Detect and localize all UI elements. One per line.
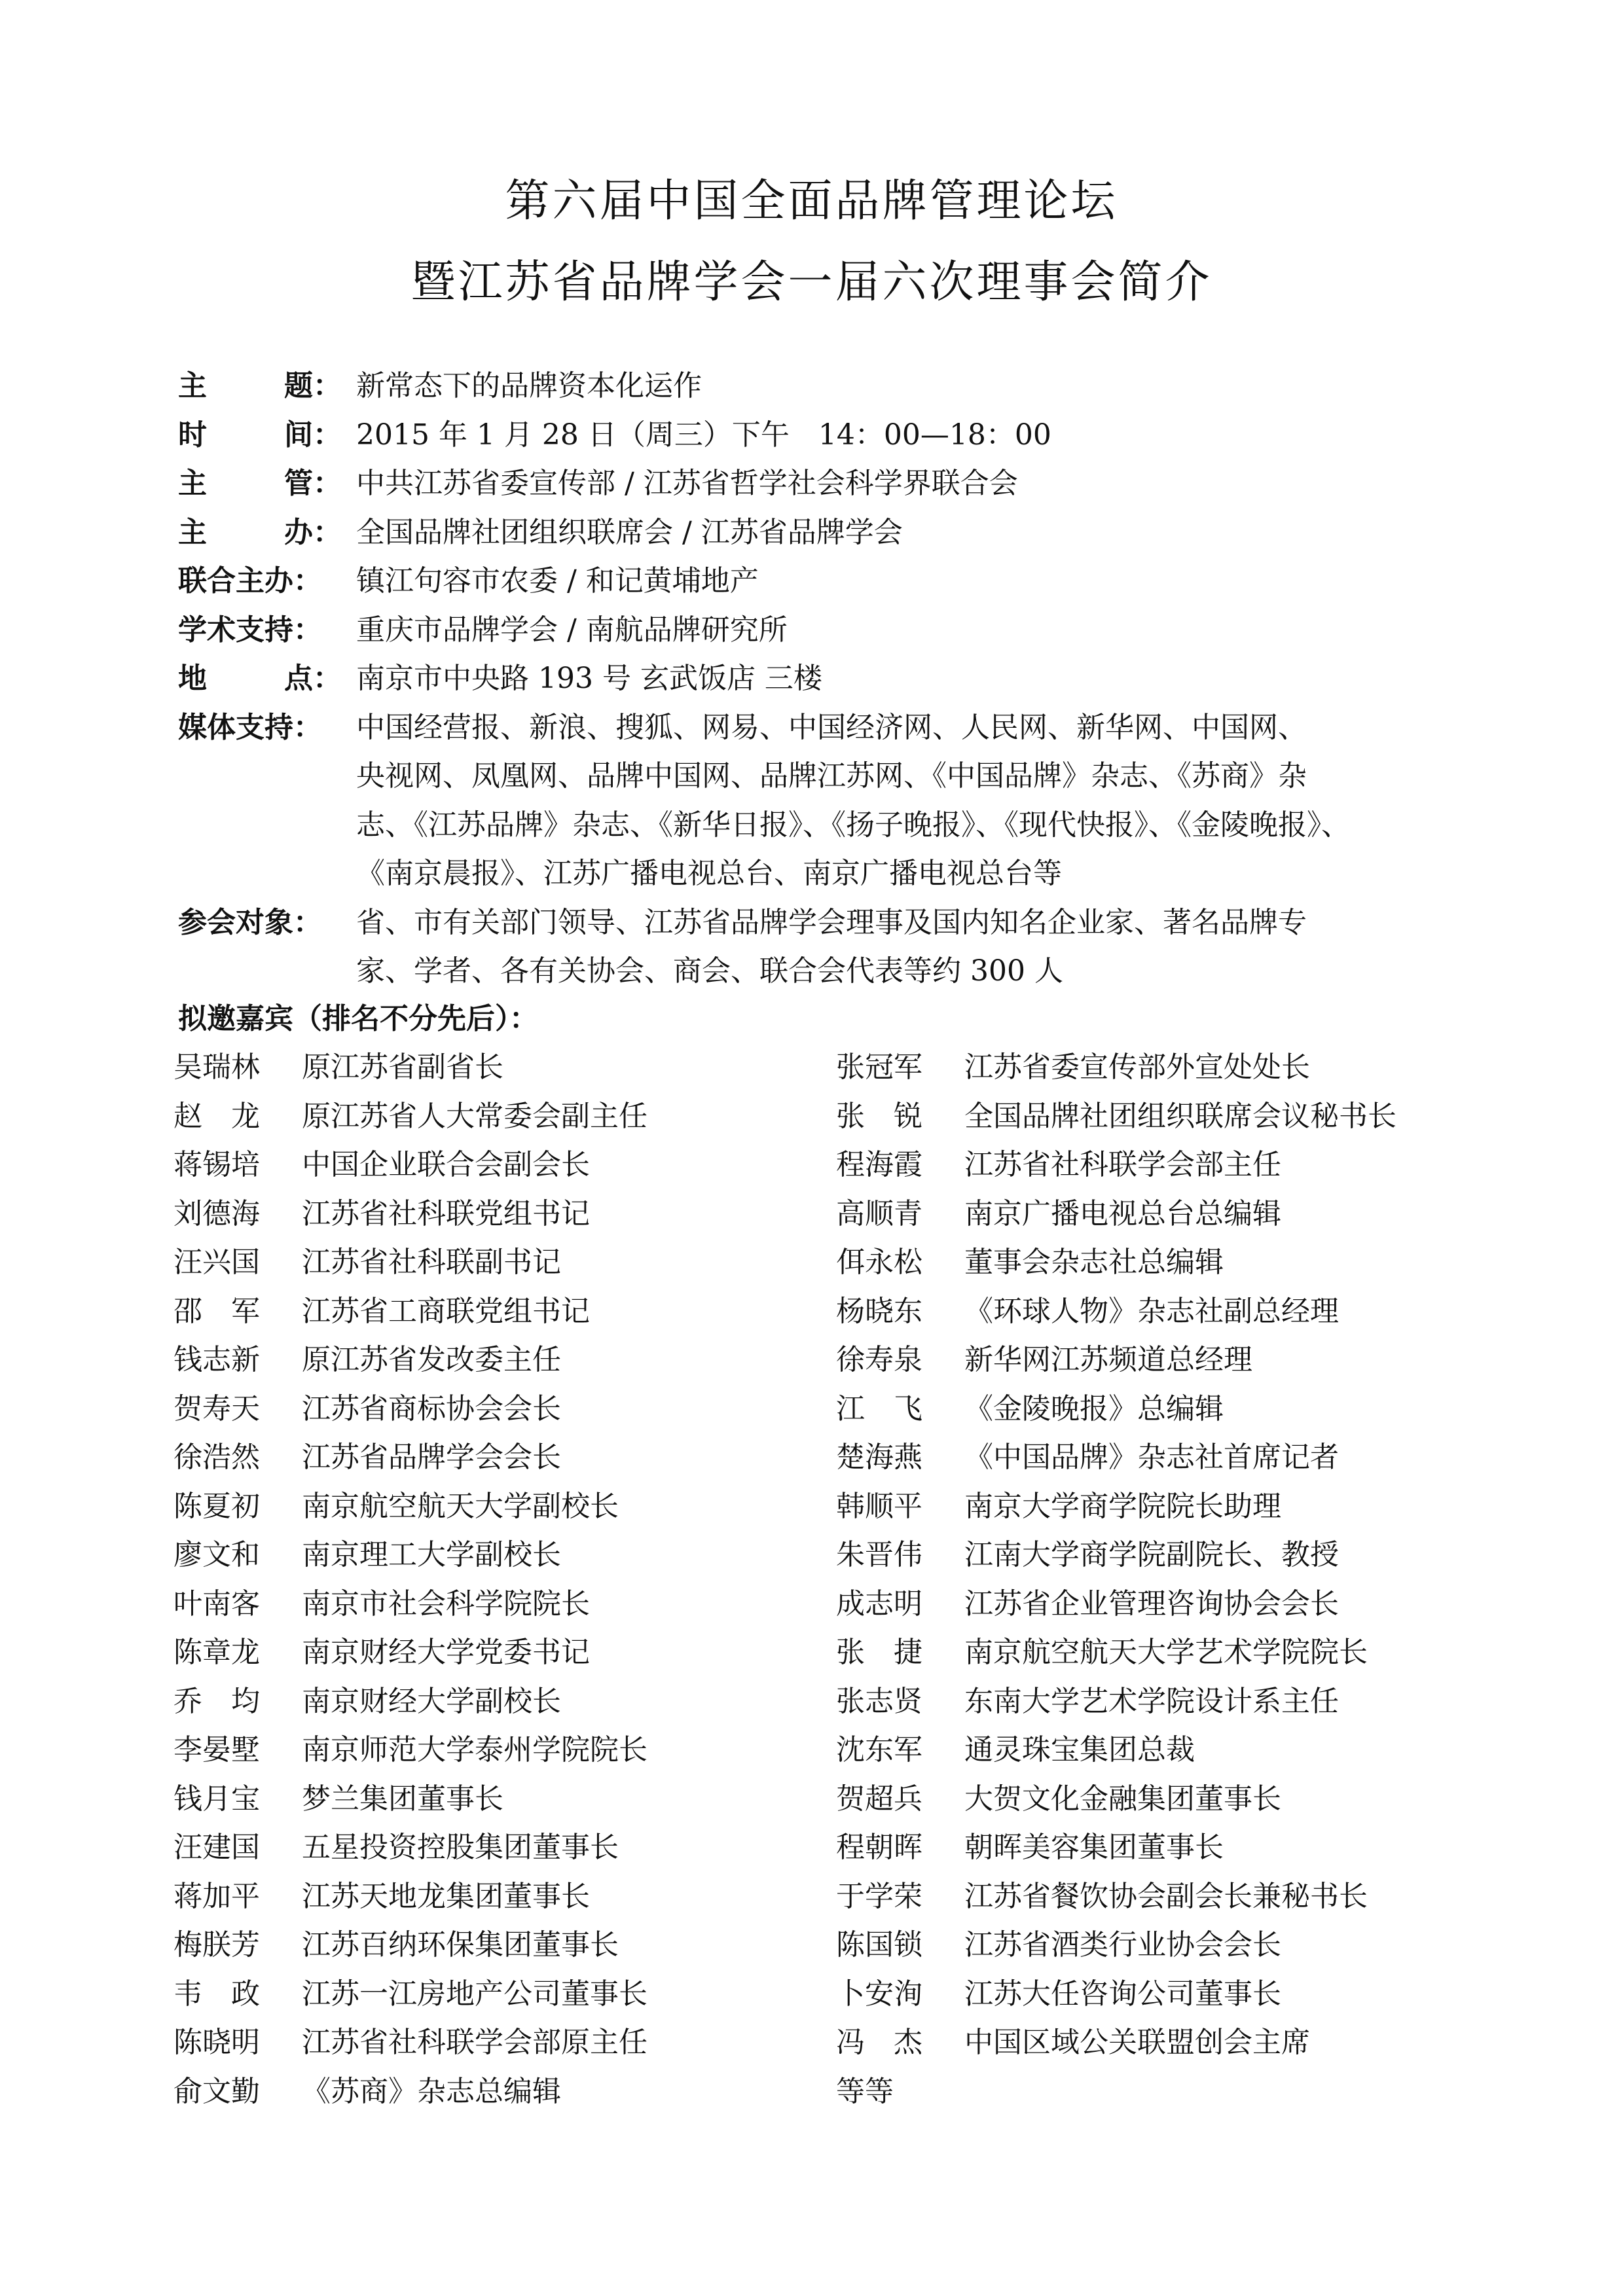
- guest-title: 江苏省酒类行业协会会长: [964, 1928, 1281, 1962]
- info-label-cohost: 联合主办：: [178, 564, 322, 598]
- guest-title: 南京广播电视总台总编辑: [964, 1196, 1281, 1230]
- guest-title: 《金陵晚报》总编辑: [964, 1391, 1224, 1426]
- info-row-venue: [178, 655, 1487, 704]
- guest-title: 中国企业联合会副会长: [302, 1148, 590, 1181]
- guest-row: [836, 2068, 1396, 2117]
- guest-row: [173, 1531, 647, 1580]
- info-row-media: [178, 704, 1487, 899]
- guest-row: [173, 1628, 647, 1677]
- guest-row: [836, 1043, 1396, 1092]
- info-value-supervisor: 中共江苏省委宣传部 / 江苏省哲学社会科学界联合会: [356, 467, 1018, 500]
- guest-row: [836, 1726, 1396, 1775]
- guest-name: 陈晓明: [173, 2026, 260, 2059]
- guest-row: [173, 1580, 647, 1629]
- guest-name: 邵 军: [173, 1294, 260, 1328]
- guest-row: [836, 1823, 1396, 1873]
- guest-title: 全国品牌社团组织联席会议秘书长: [964, 1099, 1396, 1133]
- guest-title: 南京财经大学党委书记: [302, 1636, 590, 1669]
- guest-title: 江苏省商标协会会长: [302, 1391, 561, 1426]
- guest-row: [173, 1287, 647, 1336]
- info-row-cohost: [178, 557, 1487, 606]
- guest-row: [836, 1628, 1396, 1677]
- guest-name: 汪建国: [173, 1831, 260, 1864]
- guest-title: 南京财经大学副校长: [302, 1684, 561, 1718]
- info-value-attendees: [356, 899, 1487, 996]
- guest-row: [173, 1823, 647, 1873]
- guest-title: 江南大学商学院副院长、教授: [964, 1538, 1339, 1571]
- guest-title: 江苏天地龙集团董事长: [302, 1879, 590, 1913]
- guest-list-left: [173, 1043, 647, 2116]
- guest-title: 江苏省社科联党组书记: [302, 1196, 590, 1230]
- guest-name: 贺寿天: [173, 1391, 260, 1426]
- guest-title: 中国区域公关联盟创会主席: [964, 2026, 1310, 2059]
- guest-title: 五星投资控股集团董事长: [302, 1831, 619, 1864]
- guest-name: 贺超兵: [836, 1782, 922, 1816]
- guest-title: 大贺文化金融集团董事长: [964, 1782, 1281, 1816]
- guest-title: 《中国品牌》杂志社首席记者: [964, 1441, 1339, 1474]
- media-line: 志、《江苏品牌》杂志、《新华日报》、《扬子晚报》、《现代快报》、《金陵晚报》、: [356, 808, 1350, 842]
- guest-title: 江苏省品牌学会会长: [302, 1441, 561, 1474]
- guest-row: [173, 1385, 647, 1434]
- guest-name: 韩顺平: [836, 1489, 922, 1523]
- event-info-section: [178, 362, 1487, 996]
- guest-row: [836, 1190, 1396, 1239]
- guest-name: 叶南客: [173, 1587, 260, 1621]
- guest-title: 朝晖美容集团董事长: [964, 1831, 1224, 1864]
- guest-name: 汪兴国: [173, 1246, 260, 1279]
- guest-title: 董事会杂志社总编辑: [964, 1246, 1224, 1279]
- guest-row: [173, 1238, 647, 1287]
- info-value-cohost: 镇江句容市农委 / 和记黄埔地产: [356, 564, 759, 598]
- guest-row: [173, 2068, 647, 2117]
- guest-row: [173, 1775, 647, 1824]
- guest-name: 徐寿泉: [836, 1343, 922, 1376]
- info-label-academic: 学术支持：: [178, 613, 322, 647]
- guest-row: [836, 1141, 1396, 1190]
- guest-name: 陈章龙: [173, 1636, 260, 1669]
- guest-row: [173, 1141, 647, 1190]
- guest-title: 江苏省工商联党组书记: [302, 1294, 590, 1328]
- guest-row: [173, 1921, 647, 1970]
- guest-row: [836, 1677, 1396, 1727]
- guest-name: 张志贤: [836, 1684, 922, 1718]
- guest-title: 江苏百纳环保集团董事长: [302, 1928, 619, 1962]
- info-label-supervisor: 主 管：: [178, 467, 342, 500]
- media-line: 中国经营报、新浪、搜狐、网易、中国经济网、人民网、新华网、中国网、: [356, 710, 1307, 744]
- guest-name: 陈国锁: [836, 1928, 922, 1962]
- guest-name: 李晏墅: [173, 1733, 260, 1767]
- guest-name: 徐浩然: [173, 1441, 260, 1474]
- guest-title: 南京市社会科学院院长: [302, 1587, 590, 1621]
- guest-title: 江苏一江房地产公司董事长: [302, 1977, 647, 2011]
- info-label-venue: 地 点：: [178, 662, 342, 695]
- guest-title: 东南大学艺术学院设计系主任: [964, 1684, 1339, 1718]
- guest-title: 原江苏省发改委主任: [302, 1343, 561, 1376]
- guest-name: 成志明: [836, 1587, 922, 1621]
- guest-row: [836, 1092, 1396, 1141]
- guest-row: [173, 1726, 647, 1775]
- document-title-line-1: 第六届中国全面品牌管理论坛: [505, 175, 1118, 227]
- guest-title: 南京理工大学副校长: [302, 1538, 561, 1571]
- guest-title: 原江苏省副省长: [302, 1050, 503, 1084]
- guest-title: 《环球人物》杂志社副总经理: [964, 1294, 1339, 1328]
- guest-title: 江苏省企业管理咨询协会会长: [964, 1587, 1339, 1621]
- guest-row: [173, 1043, 647, 1092]
- guest-title: 南京大学商学院院长助理: [964, 1489, 1281, 1523]
- guest-name: 陈夏初: [173, 1489, 260, 1523]
- info-row-academic: [178, 606, 1487, 655]
- guest-title: 江苏大任咨询公司董事长: [964, 1977, 1281, 2011]
- guest-title: 江苏省委宣传部外宣处处长: [964, 1050, 1310, 1084]
- guest-name: 楚海燕: [836, 1441, 922, 1474]
- info-label-theme: 主 题：: [178, 369, 342, 403]
- guest-name: 等等: [836, 2074, 894, 2108]
- guest-row: [836, 1970, 1396, 2019]
- guest-name: 程海霞: [836, 1148, 922, 1181]
- info-label-media: 媒体支持：: [178, 710, 322, 744]
- guest-name: 俞文勤: [173, 2074, 260, 2108]
- guest-name: 程朝晖: [836, 1831, 922, 1864]
- info-label-time: 时 间：: [178, 418, 342, 452]
- guest-row: [173, 1873, 647, 1922]
- info-label-host: 主 办：: [178, 515, 342, 549]
- guest-row: [836, 1336, 1396, 1385]
- info-value-academic: 重庆市品牌学会 / 南航品牌研究所: [356, 613, 788, 647]
- guest-name: 高顺青: [836, 1196, 922, 1230]
- guest-row: [836, 1580, 1396, 1629]
- attendees-line: 省、市有关部门领导、江苏省品牌学会理事及国内知名企业家、著名品牌专: [356, 905, 1307, 939]
- guest-row: [173, 1433, 647, 1482]
- guest-row: [173, 1336, 647, 1385]
- guest-title: 南京航空航天大学副校长: [302, 1489, 619, 1523]
- info-row-host: [178, 509, 1487, 558]
- guest-row: [836, 1531, 1396, 1580]
- info-value-media: [356, 704, 1487, 899]
- document-title-line-2: 暨江苏省品牌学会一届六次理事会简介: [410, 257, 1213, 308]
- guest-name: 冯 杰: [836, 2026, 922, 2059]
- guest-row: [836, 1287, 1396, 1336]
- guest-name: 张 捷: [836, 1636, 922, 1669]
- guest-title: 南京师范大学泰州学院院长: [302, 1733, 647, 1767]
- guest-name: 吴瑞林: [173, 1050, 260, 1084]
- info-row-time: [178, 411, 1487, 460]
- guest-name: 杨晓东: [836, 1294, 922, 1328]
- guest-name: 韦 政: [173, 1977, 260, 2011]
- guest-row: [836, 1921, 1396, 1970]
- guest-row: [836, 1385, 1396, 1434]
- guest-row: [173, 1190, 647, 1239]
- info-label-attendees: 参会对象：: [178, 905, 322, 939]
- guest-row: [836, 1873, 1396, 1922]
- guest-row: [836, 2018, 1396, 2068]
- guest-title: 原江苏省人大常委会副主任: [302, 1099, 647, 1133]
- guest-row: [173, 2018, 647, 2068]
- guest-row: [173, 1482, 647, 1532]
- guest-name: 钱月宝: [173, 1782, 260, 1816]
- guest-name: 朱晋伟: [836, 1538, 922, 1571]
- guest-name: 蒋锡培: [173, 1148, 260, 1181]
- media-line: 央视网、凤凰网、品牌中国网、品牌江苏网、《中国品牌》杂志、《苏商》杂: [356, 759, 1307, 793]
- info-row-supervisor: [178, 459, 1487, 509]
- guest-title: 南京航空航天大学艺术学院院长: [964, 1636, 1368, 1669]
- guest-row: [173, 1970, 647, 2019]
- guest-title: 梦兰集团董事长: [302, 1782, 503, 1816]
- guest-row: [836, 1775, 1396, 1824]
- info-value-host: 全国品牌社团组织联席会 / 江苏省品牌学会: [356, 515, 903, 549]
- guests-heading: 拟邀嘉宾（排名不分先后）：: [178, 1002, 538, 1035]
- guest-name: 刘德海: [173, 1196, 260, 1230]
- guest-title: 通灵珠宝集团总裁: [964, 1733, 1195, 1767]
- guest-title: 江苏省社科联学会部原主任: [302, 2026, 647, 2059]
- guest-name: 赵 龙: [173, 1099, 260, 1133]
- guest-name: 卜安洵: [836, 1977, 922, 2011]
- guest-name: 张 锐: [836, 1099, 922, 1133]
- guest-title: 江苏省餐饮协会副会长兼秘书长: [964, 1879, 1368, 1913]
- guest-name: 张冠军: [836, 1050, 922, 1084]
- guest-name: 于学荣: [836, 1879, 922, 1913]
- guest-row: [173, 1092, 647, 1141]
- info-value-theme: 新常态下的品牌资本化运作: [356, 369, 702, 403]
- media-line: 《南京晨报》、江苏广播电视总台、南京广播电视总台等: [356, 857, 1062, 890]
- attendees-line: 家、学者、各有关协会、商会、联合会代表等约 300 人: [356, 954, 1063, 988]
- info-row-attendees: [178, 899, 1487, 996]
- guest-title: 新华网江苏频道总经理: [964, 1343, 1252, 1376]
- info-row-theme: [178, 362, 1487, 411]
- info-value-venue: 南京市中央路 193 号 玄武饭店 三楼: [356, 662, 822, 695]
- guest-title: 江苏省社科联学会部主任: [964, 1148, 1281, 1181]
- guest-name: 乔 均: [173, 1684, 260, 1718]
- guest-row: [836, 1238, 1396, 1287]
- guest-title: 江苏省社科联副书记: [302, 1246, 561, 1279]
- guest-name: 蒋加平: [173, 1879, 260, 1913]
- guest-name: 钱志新: [173, 1343, 260, 1376]
- guest-name: 佴永松: [836, 1246, 922, 1279]
- guest-row: [836, 1482, 1396, 1532]
- guest-name: 沈东军: [836, 1733, 922, 1767]
- guest-row: [173, 1677, 647, 1727]
- guest-title: 《苏商》杂志总编辑: [302, 2074, 561, 2108]
- guest-list-right: [836, 1043, 1396, 2116]
- guest-name: 江 飞: [836, 1391, 922, 1426]
- guest-name: 廖文和: [173, 1538, 260, 1571]
- info-value-time: 2015 年 1 月 28 日（周三）下午 14：00—18：00: [356, 418, 1051, 452]
- guest-row: [836, 1433, 1396, 1482]
- guest-name: 梅朕芳: [173, 1928, 260, 1962]
